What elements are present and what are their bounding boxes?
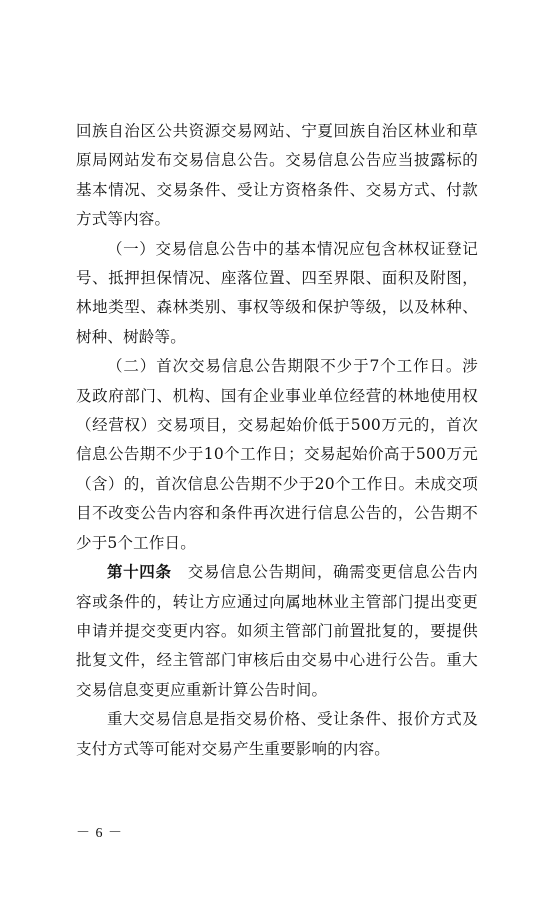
page-number: － 6 － [76, 826, 123, 841]
paragraph-basic-info [76, 235, 478, 353]
paragraph-continuation [76, 117, 478, 235]
paragraph-text: 回族自治区公共资源交易网站、宁夏回族自治区林业和草原局网站发布交易信息公告。交易信息公告应当披露标的基本情况、交易条件、受让方资格条件、交易方式、付款方式等内容。 [76, 122, 478, 229]
body-text [76, 117, 478, 764]
paragraph-text: 重大交易信息是指交易价格、受让条件、报价方式及支付方式等可能对交易产生重要影响的内容。 [76, 710, 478, 758]
paragraph-text: （二）首次交易信息公告期限不少于7个工作日。涉及政府部门、机构、国有企业事业单位经营的林地使用权（经营权）交易项目，交易起始价低于500万元的，首次信息公告期不少于10个工作日；交易起始价高于500万元（含）的，首次信息公告期不少于20个工作日。未成交项目不改变公告内容和条件再次进行信息公告的，公告期不少于5个工作日。 [76, 357, 478, 552]
paragraph-article-14 [76, 558, 478, 705]
paragraph-announcement-period [76, 352, 478, 558]
paragraph-text: （一）交易信息公告中的基本情况应包含林权证登记号、抵押担保情况、座落位置、四至界限、面积及附图，林地类型、森林类别、事权等级和保护等级，以及林种、树种、树龄等。 [76, 239, 478, 346]
paragraph-major-info [76, 705, 478, 764]
article-number: 第十四条 [107, 563, 172, 582]
paragraph-text: 交易信息公告期间，确需变更信息公告内容或条件的，转让方应通过向属地林业主管部门提出变更申请并提交变更内容。如须主管部门前置批复的，要提供批复文件，经主管部门审核后由交易中心进行公告。重大交易信息变更应重新计算公告时间。 [76, 563, 478, 699]
